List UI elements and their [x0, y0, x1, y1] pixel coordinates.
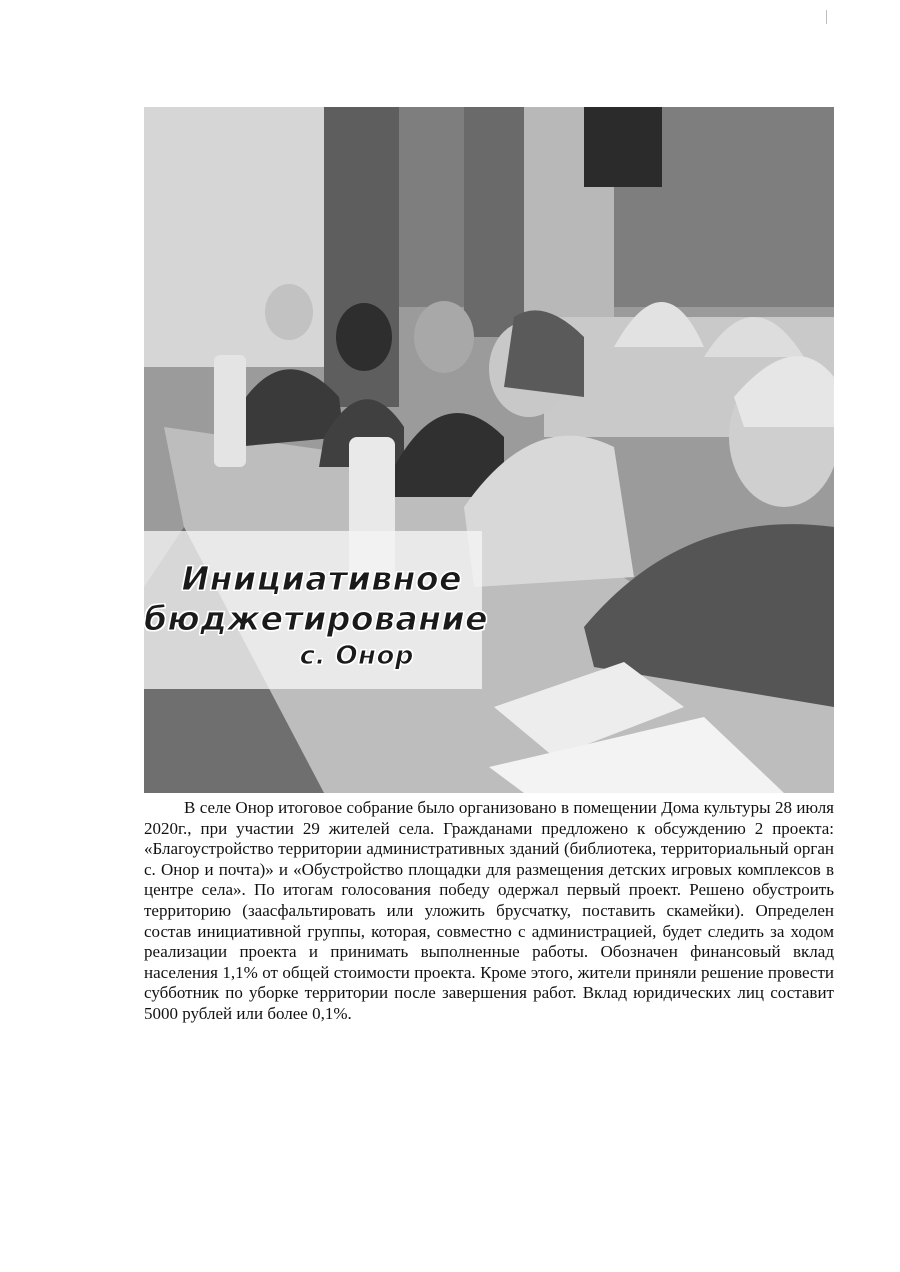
photo-title-location: с. Онор — [299, 641, 414, 671]
photo-title-box — [144, 531, 488, 689]
meeting-photo-illustration — [144, 107, 834, 793]
photo-title-line-1: Инициативное — [181, 559, 462, 598]
meeting-photo — [144, 107, 834, 793]
scan-mark — [826, 10, 827, 24]
photo-title-line-2: бюджетирование — [144, 599, 488, 638]
article-paragraph: В селе Онор итоговое собрание было организовано в помещении Дома культуры 28 июля 2020г., при участии 29 жителей села. Гражданами предложено к обсуждению 2 проекта: «Благоустройство территории административных зданий (библиотека, территориальный орган с. Онор и почта)» и «Обустройство площадки для размещения детских игровых комплексов в центре села». По итогам голосования победу одержал первый проект. Решено обустроить территорию (заасфальтировать или уложить брусчатку, поставить скамейки). Определен состав инициативной группы, которая, совместно с администрацией, будет следить за ходом реализации проекта и принимать выполненные работы. Обозначен финансовый вклад населения 1,1% от общей стоимости проекта. Кроме этого, жители приняли решение провести субботник по уборке территории после завершения работ. Вклад юридических лиц составит 5000 рублей или более 0,1%. — [144, 798, 834, 1023]
